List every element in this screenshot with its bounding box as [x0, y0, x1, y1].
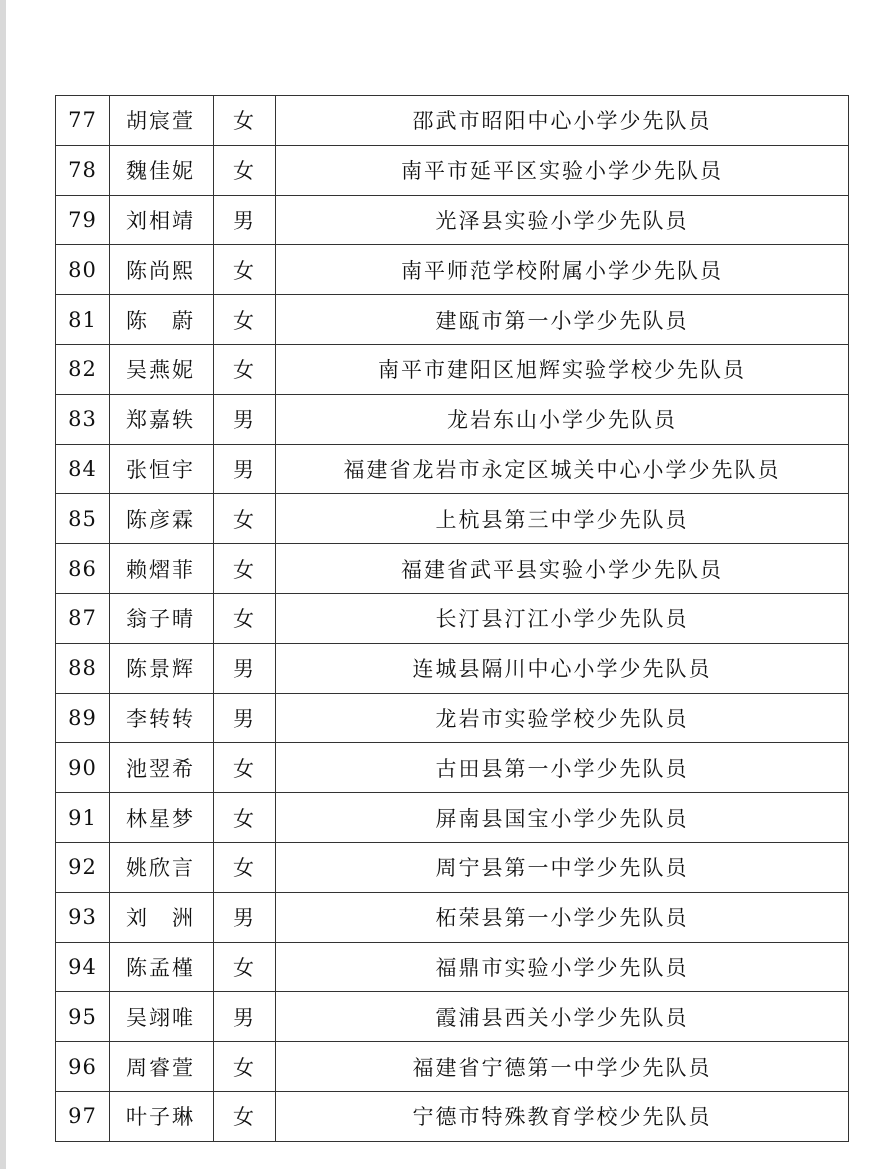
- member-name-cell: 姚欣言: [110, 842, 214, 892]
- gender-cell: 男: [214, 892, 276, 942]
- page-edge-shadow: [0, 0, 6, 1169]
- gender-cell: 男: [214, 394, 276, 444]
- member-name-cell: 陈 蔚: [110, 295, 214, 345]
- school-title-cell: 柘荣县第一小学少先队员: [276, 892, 849, 942]
- table-row: [56, 1091, 849, 1141]
- member-name-cell: 陈尚熙: [110, 245, 214, 295]
- gender-cell: 女: [214, 96, 276, 146]
- row-number-cell: 93: [56, 892, 110, 942]
- row-number-cell: 85: [56, 494, 110, 544]
- table-row: [56, 96, 849, 146]
- school-title-cell: 建瓯市第一小学少先队员: [276, 295, 849, 345]
- member-name-cell: 周睿萱: [110, 1042, 214, 1092]
- row-number-cell: 95: [56, 992, 110, 1042]
- row-number-cell: 83: [56, 394, 110, 444]
- row-number-cell: 89: [56, 693, 110, 743]
- row-number-cell: 79: [56, 195, 110, 245]
- member-name-cell: 胡宸萱: [110, 96, 214, 146]
- row-number-cell: 81: [56, 295, 110, 345]
- school-title-cell: 宁德市特殊教育学校少先队员: [276, 1091, 849, 1141]
- gender-cell: 女: [214, 344, 276, 394]
- row-number-cell: 90: [56, 743, 110, 793]
- member-name-cell: 陈景辉: [110, 643, 214, 693]
- member-name-cell: 郑嘉轶: [110, 394, 214, 444]
- table-row: [56, 245, 849, 295]
- school-title-cell: 福鼎市实验小学少先队员: [276, 942, 849, 992]
- table-row: [56, 195, 849, 245]
- school-title-cell: 龙岩市实验学校少先队员: [276, 693, 849, 743]
- school-title-cell: 龙岩东山小学少先队员: [276, 394, 849, 444]
- table-row: [56, 593, 849, 643]
- row-number-cell: 77: [56, 96, 110, 146]
- member-name-cell: 叶子琳: [110, 1091, 214, 1141]
- table-row: [56, 344, 849, 394]
- school-title-cell: 福建省龙岩市永定区城关中心小学少先队员: [276, 444, 849, 494]
- school-title-cell: 福建省宁德第一中学少先队员: [276, 1042, 849, 1092]
- gender-cell: 女: [214, 793, 276, 843]
- school-title-cell: 南平市延平区实验小学少先队员: [276, 145, 849, 195]
- gender-cell: 女: [214, 145, 276, 195]
- member-name-cell: 刘 洲: [110, 892, 214, 942]
- row-number-cell: 97: [56, 1091, 110, 1141]
- member-name-cell: 吴翊唯: [110, 992, 214, 1042]
- member-name-cell: 李转转: [110, 693, 214, 743]
- gender-cell: 女: [214, 494, 276, 544]
- member-name-cell: 陈孟槿: [110, 942, 214, 992]
- gender-cell: 女: [214, 295, 276, 345]
- gender-cell: 女: [214, 842, 276, 892]
- table-row: [56, 544, 849, 594]
- school-title-cell: 连城县隔川中心小学少先队员: [276, 643, 849, 693]
- gender-cell: 女: [214, 245, 276, 295]
- row-number-cell: 82: [56, 344, 110, 394]
- table-row: [56, 942, 849, 992]
- table-row: [56, 1042, 849, 1092]
- table-row: [56, 842, 849, 892]
- school-title-cell: 古田县第一小学少先队员: [276, 743, 849, 793]
- member-name-cell: 魏佳妮: [110, 145, 214, 195]
- roster-table: [55, 95, 849, 1142]
- row-number-cell: 87: [56, 593, 110, 643]
- table-row: [56, 793, 849, 843]
- gender-cell: 男: [214, 444, 276, 494]
- table-row: [56, 743, 849, 793]
- table-row: [56, 892, 849, 942]
- gender-cell: 女: [214, 1091, 276, 1141]
- gender-cell: 男: [214, 195, 276, 245]
- table-row: [56, 394, 849, 444]
- gender-cell: 男: [214, 643, 276, 693]
- gender-cell: 女: [214, 593, 276, 643]
- row-number-cell: 78: [56, 145, 110, 195]
- member-name-cell: 张恒宇: [110, 444, 214, 494]
- table-row: [56, 494, 849, 544]
- member-name-cell: 翁子晴: [110, 593, 214, 643]
- member-name-cell: 池翌希: [110, 743, 214, 793]
- table-row: [56, 643, 849, 693]
- row-number-cell: 92: [56, 842, 110, 892]
- school-title-cell: 屏南县国宝小学少先队员: [276, 793, 849, 843]
- school-title-cell: 周宁县第一中学少先队员: [276, 842, 849, 892]
- school-title-cell: 邵武市昭阳中心小学少先队员: [276, 96, 849, 146]
- roster-table-body: [56, 96, 849, 1142]
- member-name-cell: 吴燕妮: [110, 344, 214, 394]
- row-number-cell: 84: [56, 444, 110, 494]
- table-row: [56, 693, 849, 743]
- row-number-cell: 96: [56, 1042, 110, 1092]
- school-title-cell: 南平师范学校附属小学少先队员: [276, 245, 849, 295]
- gender-cell: 女: [214, 743, 276, 793]
- member-name-cell: 刘相靖: [110, 195, 214, 245]
- row-number-cell: 88: [56, 643, 110, 693]
- table-row: [56, 444, 849, 494]
- school-title-cell: 上杭县第三中学少先队员: [276, 494, 849, 544]
- gender-cell: 男: [214, 992, 276, 1042]
- gender-cell: 女: [214, 942, 276, 992]
- gender-cell: 女: [214, 544, 276, 594]
- school-title-cell: 长汀县汀江小学少先队员: [276, 593, 849, 643]
- gender-cell: 女: [214, 1042, 276, 1092]
- school-title-cell: 霞浦县西关小学少先队员: [276, 992, 849, 1042]
- row-number-cell: 80: [56, 245, 110, 295]
- row-number-cell: 94: [56, 942, 110, 992]
- school-title-cell: 光泽县实验小学少先队员: [276, 195, 849, 245]
- table-row: [56, 992, 849, 1042]
- table-row: [56, 145, 849, 195]
- gender-cell: 男: [214, 693, 276, 743]
- member-name-cell: 林星梦: [110, 793, 214, 843]
- school-title-cell: 福建省武平县实验小学少先队员: [276, 544, 849, 594]
- school-title-cell: 南平市建阳区旭辉实验学校少先队员: [276, 344, 849, 394]
- member-name-cell: 陈彦霖: [110, 494, 214, 544]
- member-name-cell: 赖熠菲: [110, 544, 214, 594]
- row-number-cell: 91: [56, 793, 110, 843]
- row-number-cell: 86: [56, 544, 110, 594]
- roster-table-container: [55, 95, 848, 1142]
- table-row: [56, 295, 849, 345]
